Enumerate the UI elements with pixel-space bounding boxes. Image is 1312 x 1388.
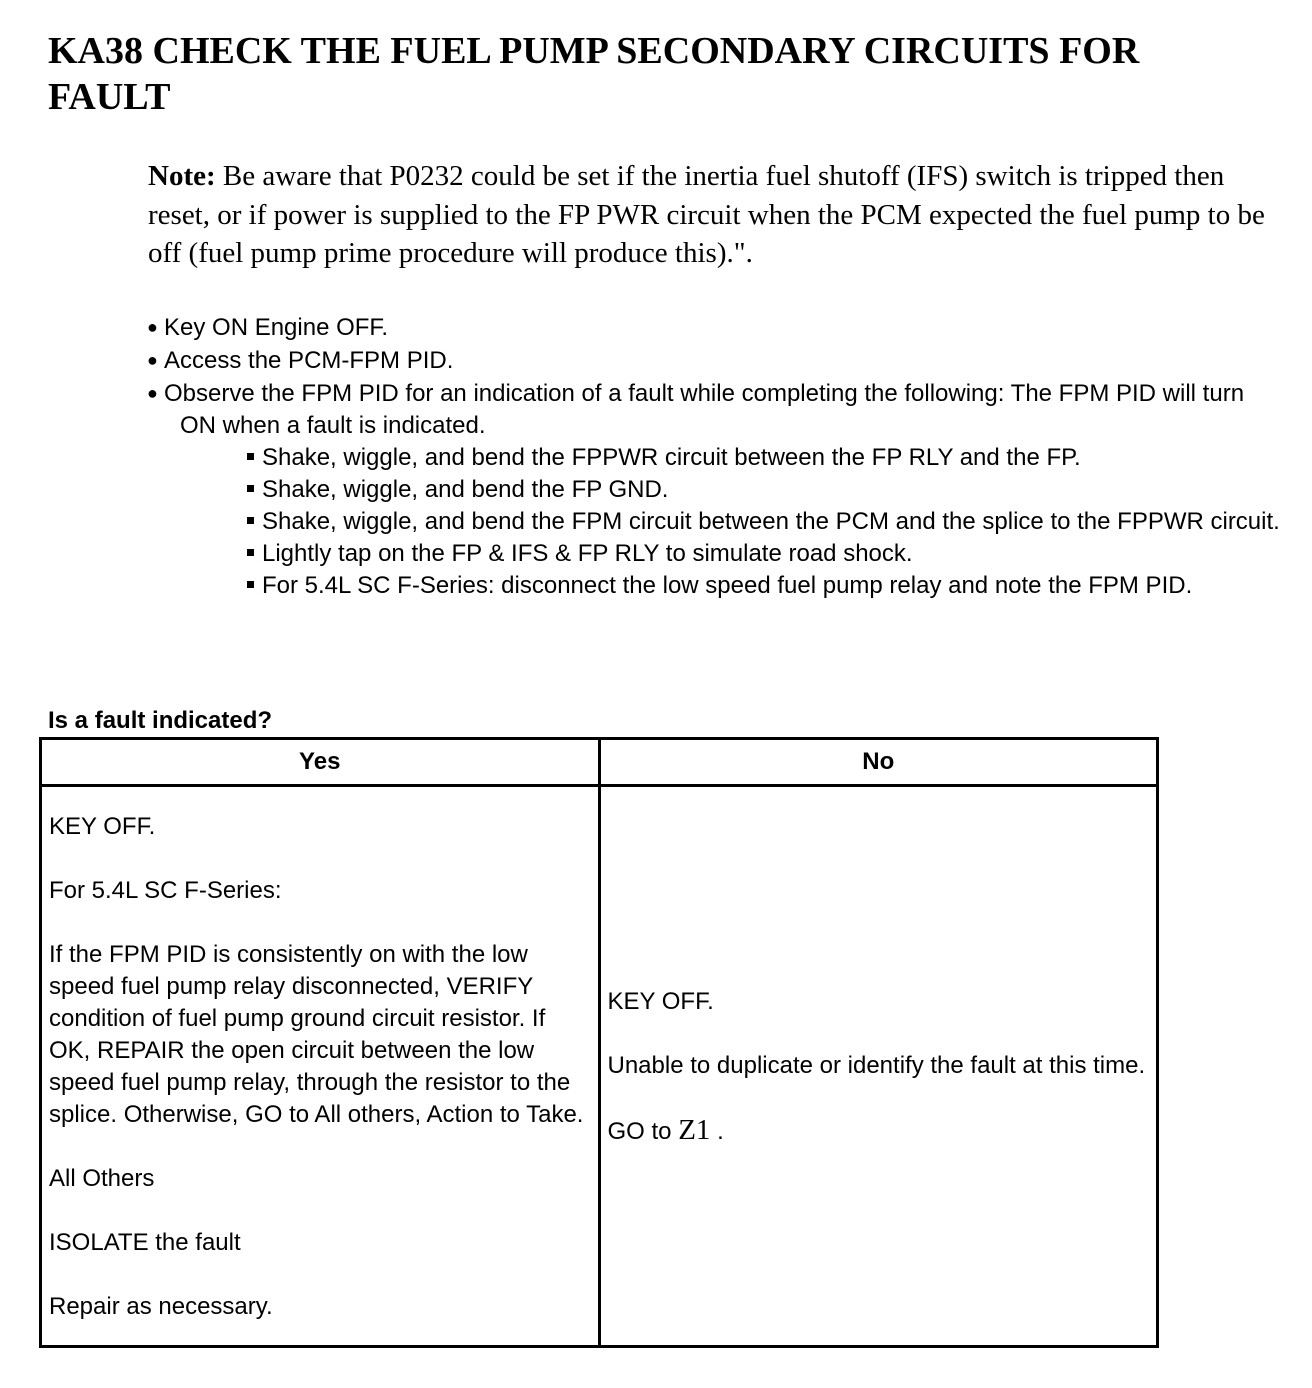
goto-suffix: .	[710, 1118, 724, 1145]
substep-item	[130, 442, 1280, 474]
substep-item	[130, 570, 1280, 602]
note-label: Note:	[148, 160, 216, 192]
note	[148, 157, 1268, 273]
bullet-dot-icon: ●	[147, 317, 158, 337]
bullet-dot-icon: ●	[147, 350, 158, 370]
substep-item	[130, 474, 1280, 506]
no-cell	[599, 786, 1158, 1347]
table-header-row	[41, 739, 1158, 786]
step-text: Observe the FPM PID for an indication of a fault while completing the following: The FPM PID will turn ON when a fault is indicated.	[164, 380, 1245, 439]
yes-paragraph: KEY OFF.	[49, 813, 156, 840]
goto-link[interactable]: Z1	[678, 1114, 711, 1146]
page-title: KA38 CHECK THE FUEL PUMP SECONDARY CIRCUITS FOR FAULT	[48, 30, 1140, 118]
bullet-square-icon	[247, 517, 254, 524]
answer-table	[39, 737, 1159, 1348]
substep-text: For 5.4L SC F-Series: disconnect the low speed fuel pump relay and note the FPM PID.	[262, 572, 1193, 599]
yes-paragraph: Repair as necessary.	[49, 1293, 273, 1320]
substep-text: Shake, wiggle, and bend the FP GND.	[262, 476, 669, 503]
bullet-dot-icon: ●	[147, 383, 158, 403]
step-item	[130, 377, 1280, 442]
no-paragraph: Unable to duplicate or identify the fault at this time.	[607, 1052, 1146, 1079]
bullet-square-icon	[247, 549, 254, 556]
substep-text: Shake, wiggle, and bend the FPPWR circuit between the FP RLY and the FP.	[262, 444, 1081, 471]
step-text: Access the PCM-FPM PID.	[164, 347, 454, 374]
yes-paragraph: All Others	[49, 1165, 155, 1192]
yes-header: Yes	[41, 739, 600, 786]
step-list	[130, 311, 1280, 602]
bullet-square-icon	[247, 581, 254, 588]
substep-text: Shake, wiggle, and bend the FPM circuit between the PCM and the splice to the FPPWR circuit.	[262, 508, 1280, 535]
step-text: Key ON Engine OFF.	[164, 314, 389, 341]
no-paragraph: KEY OFF.	[607, 988, 714, 1015]
no-goto-paragraph	[608, 1114, 1149, 1148]
yes-paragraph: For 5.4L SC F-Series:	[49, 877, 282, 904]
no-header: No	[599, 739, 1158, 786]
bullet-square-icon	[247, 485, 254, 492]
question: Is a fault indicated?	[48, 707, 273, 734]
table-row	[41, 786, 1158, 1347]
note-text: Be aware that P0232 could be set if the inertia fuel shutoff (IFS) switch is tripped then reset, or if power is supplied to the FP PWR circuit when the PCM expected the fuel pump to be off (fuel pump prime procedure will produce this).".	[148, 160, 1265, 269]
bullet-square-icon	[247, 453, 254, 460]
substep-text: Lightly tap on the FP & IFS & FP RLY to simulate road shock.	[262, 540, 913, 567]
yes-paragraph: If the FPM PID is consistently on with the low speed fuel pump relay disconnected, VERIFY condition of fuel pump ground circuit resistor. If OK, REPAIR the open circuit between the low speed fuel pump relay, through the resistor to the splice. Otherwise, GO to All others, Action to Take.	[49, 941, 584, 1128]
goto-prefix: GO to	[607, 1118, 679, 1145]
substep-item	[130, 506, 1280, 538]
yes-paragraph: ISOLATE the fault	[49, 1229, 241, 1256]
step-item	[130, 344, 1280, 377]
step-item	[130, 311, 1280, 344]
substep-item	[130, 538, 1280, 570]
yes-cell	[41, 786, 600, 1347]
